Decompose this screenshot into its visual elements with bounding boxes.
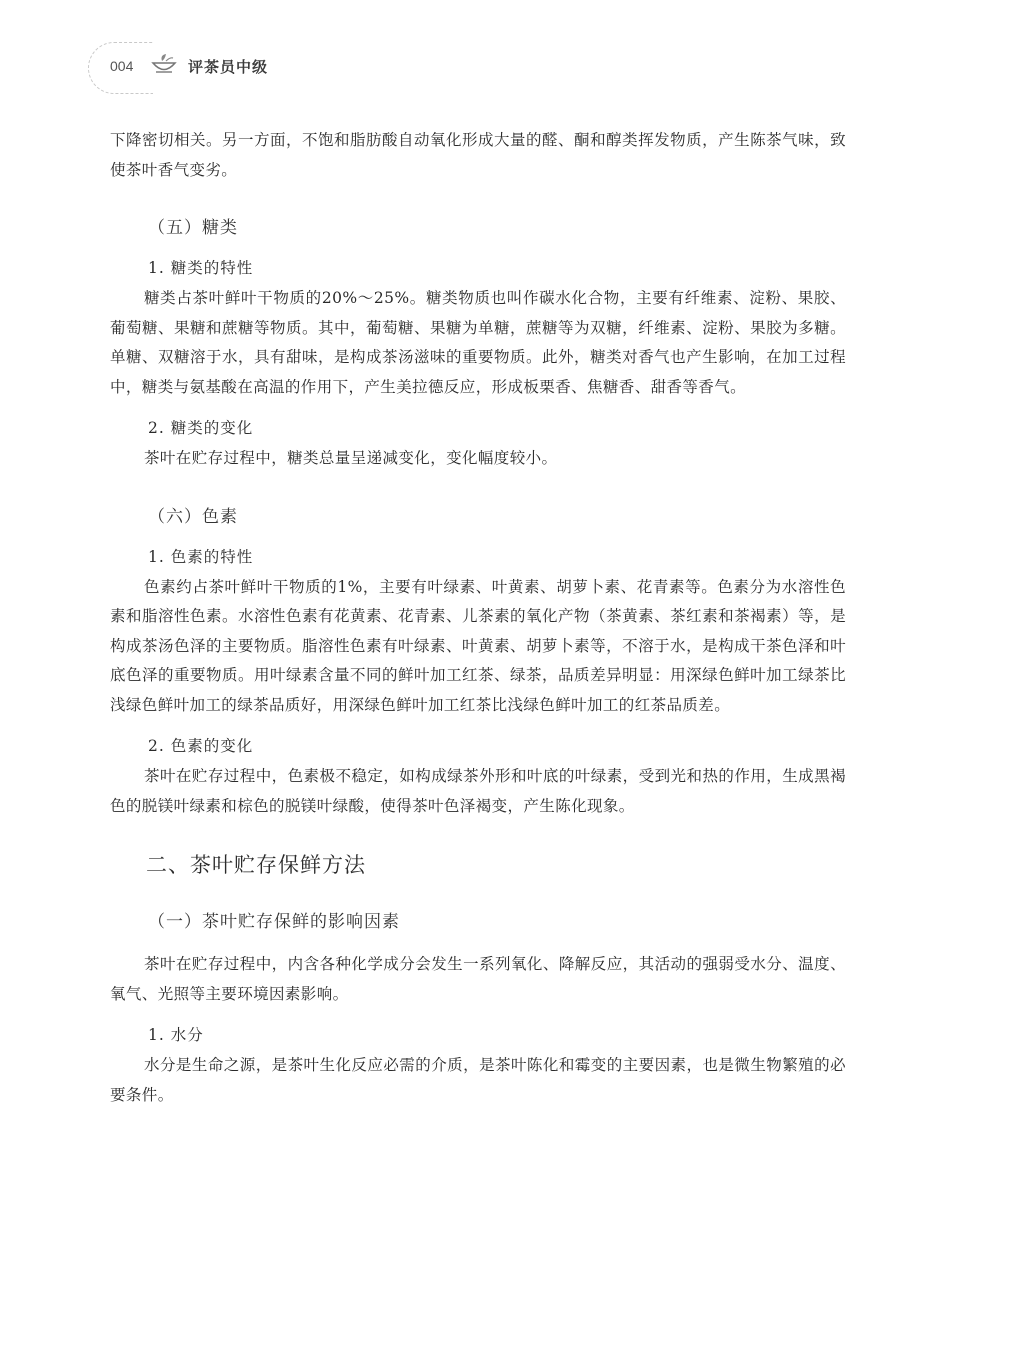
- subheading-water: 1. 水分: [148, 1026, 204, 1044]
- section-heading-factors: （一）茶叶贮存保鲜的影响因素: [148, 912, 400, 932]
- page-number: 004: [110, 58, 134, 74]
- subheading-sugar-properties: 1. 糖类的特性: [148, 259, 254, 277]
- tea-cup-icon: [150, 52, 178, 78]
- subheading-sugar-changes: 2. 糖类的变化: [148, 419, 254, 437]
- running-header: [88, 38, 408, 98]
- paragraph: 水分是生命之源，是茶叶生化反应必需的介质，是茶叶陈化和霉变的主要因素，也是微生物繁殖的必要条件。: [110, 1056, 846, 1104]
- section-heading-sugar: （五）糖类: [148, 218, 238, 238]
- chapter-heading-storage: 二、茶叶贮存保鲜方法: [146, 853, 366, 877]
- paragraph: 茶叶在贮存过程中，糖类总量呈递减变化，变化幅度较小。: [144, 449, 558, 467]
- paragraph: 茶叶在贮存过程中，色素极不稳定，如构成绿茶外形和叶底的叶绿素，受到光和热的作用，生成黑褐色的脱镁叶绿素和棕色的脱镁叶绿酸，使得茶叶色泽褐变，产生陈化现象。: [110, 767, 846, 815]
- paragraph: 下降密切相关。另一方面，不饱和脂肪酸自动氧化形成大量的醛、酮和醇类挥发物质，产生陈茶气味，致使茶叶香气变劣。: [110, 131, 846, 179]
- paragraph: 色素约占茶叶鲜叶干物质的1%，主要有叶绿素、叶黄素、胡萝卜素、花青素等。色素分为水溶性色素和脂溶性色素。水溶性色素有花黄素、花青素、儿茶素的氧化产物（茶黄素、茶红素和茶褐素）等，是构成茶汤色泽的主要物质。脂溶性色素有叶绿素、叶黄素、胡萝卜素等，不溶于水，是构成干茶色泽和叶底色泽的重要物质。用叶绿素含量不同的鲜叶加工红茶、绿茶，品质差异明显：用深绿色鲜叶加工绿茶比浅绿色鲜叶加工的绿茶品质好，用深绿色鲜叶加工红茶比浅绿色鲜叶加工的红茶品质差。: [110, 577, 846, 714]
- paragraph: 茶叶在贮存过程中，内含各种化学成分会发生一系列氧化、降解反应，其活动的强弱受水分、温度、氧气、光照等主要环境因素影响。: [110, 955, 846, 1003]
- section-heading-pigment: （六）色素: [148, 506, 238, 527]
- subheading-pigment-properties: 1. 色素的特性: [148, 547, 254, 566]
- page-body: [110, 126, 846, 1110]
- paragraph: 糖类占茶叶鲜叶干物质的20%～25%。糖类物质也叫作碳水化合物，主要有纤维素、淀粉、果胶、葡萄糖、果糖和蔗糖等物质。其中，葡萄糖、果糖为单糖，蔗糖等为双糖，纤维素、淀粉、果胶为多糖。单糖、双糖溶于水，具有甜味，是构成茶汤滋味的重要物质。此外，糖类对香气也产生影响，在加工过程中，糖类与氨基酸在高温的作用下，产生美拉德反应，形成板栗香、焦糖香、甜香等香气。: [110, 289, 846, 396]
- book-title: 评茶员中级: [188, 58, 269, 76]
- subheading-pigment-changes: 2. 色素的变化: [148, 737, 254, 755]
